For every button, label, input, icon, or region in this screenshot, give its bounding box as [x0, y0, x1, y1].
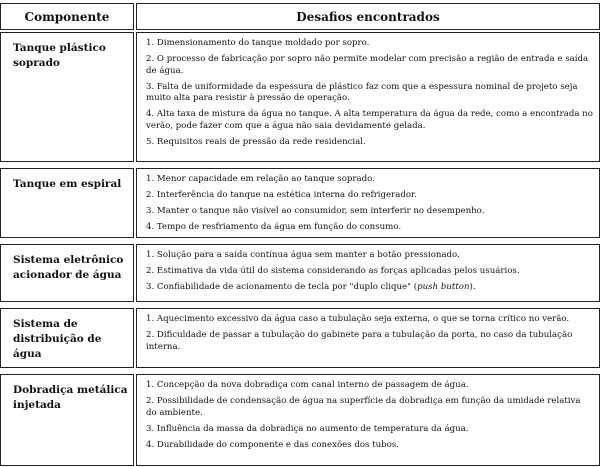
row-challenges-4	[136, 308, 600, 368]
challenge-item: 1. Solução para a saída contínua água sem manter a botão pressionado.	[146, 250, 460, 260]
row-component-5	[0, 374, 134, 466]
row-component-label: Sistema de distribuição de água	[13, 318, 102, 360]
challenge-item: 2. O processo de fabricação por sopro não permite modelar com precisão a região de entrada e saída de água.	[146, 54, 589, 76]
row-component-label: Dobradiça metálica injetada	[13, 384, 128, 411]
row-component-2	[0, 168, 134, 238]
header-challenges-label: Desafios encontrados	[296, 9, 440, 24]
challenge-item: 2. Dificuldade de passar a tubulação do gabinete para a tubulação da porta, no caso da tubulação interna.	[146, 330, 573, 352]
header-component-label: Componente	[24, 9, 110, 24]
challenge-item: 4. Tempo de resfriamento da água em função do consumo.	[146, 222, 402, 233]
row-component-label: Tanque em espiral	[13, 178, 122, 190]
header-component	[0, 3, 134, 30]
challenge-item: 2. Interferência do tanque na estética interna do refrigerador.	[146, 190, 417, 201]
row-component-1	[0, 32, 134, 162]
challenge-item: 3. Manter o tanque não visível ao consumidor, sem interferir no desempenho.	[146, 206, 485, 217]
row-challenges-3	[136, 244, 600, 302]
challenge-item: 2. Possibilidade de condensação de água na superfície da dobradiça em função da umidade relativa do ambiente.	[146, 396, 581, 418]
challenge-item: 3. Confiabilidade de acionamento de tecla por "duplo clique" (push button).	[146, 282, 476, 293]
row-challenges-1	[136, 32, 600, 162]
challenge-item: 5. Requisitos reais de pressão da rede residencial.	[146, 137, 366, 148]
row-component-4	[0, 308, 134, 368]
challenge-item: 3. Influência da massa da dobradiça no aumento de temperatura da água.	[146, 423, 469, 434]
header-challenges	[136, 3, 600, 30]
challenge-item: 2. Estimativa da vida útil do sistema considerando as forças aplicadas pelos usuários.	[146, 266, 520, 277]
challenge-item: 4. Alta taxa de mistura da água no tanque. A alta temperatura da água da rede, como a encontrada no verão, pode fazer com que a água não saia devidamente gelada.	[146, 109, 593, 132]
row-component-3	[0, 244, 134, 302]
row-component-label: Tanque plástico soprado	[13, 42, 106, 69]
challenge-item: 1. Concepção da nova dobradiça com canal interno de passagem de água.	[146, 380, 469, 390]
challenge-item: 1. Menor capacidade em relação ao tanque soprado.	[146, 174, 375, 184]
row-challenges-2	[136, 168, 600, 238]
challenge-item: 1. Aquecimento excessivo da água caso a tubulação seja externa, o que se torna crítico no verão.	[146, 314, 570, 324]
row-component-label: Sistema eletrônico acionador de água	[13, 254, 124, 281]
row-challenges-5	[136, 374, 600, 466]
challenge-item: 3. Falta de uniformidade da espessura de plástico faz com que a espessura nominal de projeto seja muito alta para resistir à pressão de operação.	[146, 81, 578, 104]
challenge-item: 4. Durabilidade do componente e das conexões dos tubos.	[146, 439, 399, 450]
challenge-item: 1. Dimensionamento do tanque moldado por sopro.	[146, 38, 370, 48]
